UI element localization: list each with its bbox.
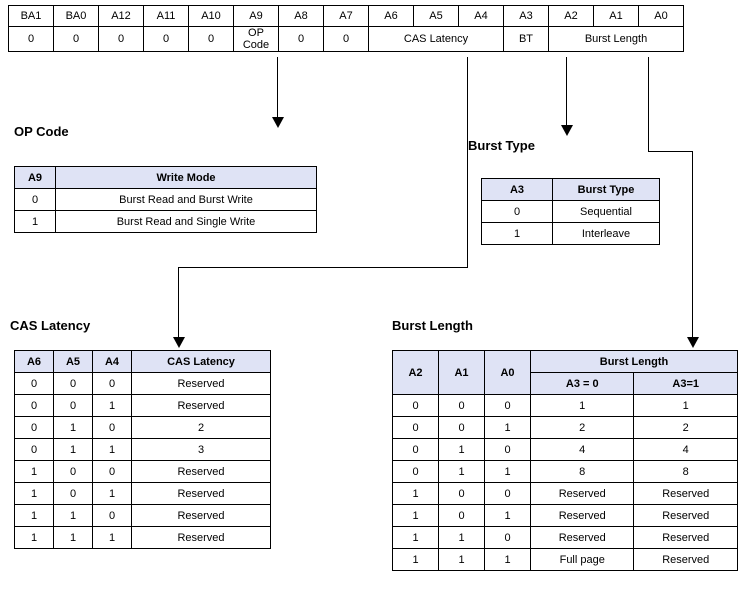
table-row: [482, 201, 660, 223]
cas-cell-a4-7: 1: [93, 527, 132, 549]
bit-label-ba0: BA0: [54, 6, 99, 27]
cas-cell-value-5: Reserved: [132, 483, 271, 505]
table-header-row: [15, 167, 317, 189]
mode-register-bit-table: [8, 5, 730, 52]
bit-label-a9: A9: [234, 6, 279, 27]
bursttype-table: [481, 178, 660, 245]
table-row: [15, 527, 271, 549]
opcode-cell-mode-1: Burst Read and Single Write: [56, 211, 317, 233]
connector-bursttype-arrow: [561, 125, 573, 136]
cas-cell-a6-0: 0: [15, 373, 54, 395]
bl-cell-seq-5: Reserved: [531, 505, 634, 527]
connector-cas-arrow: [173, 337, 185, 348]
bl-cell-seq-0: 1: [531, 395, 634, 417]
bl-cell-a1-1: 0: [439, 417, 485, 439]
bl-cell-a0-6: 0: [485, 527, 531, 549]
opcode-table: [14, 166, 317, 233]
bl-cell-a1-7: 1: [439, 549, 485, 571]
bit-label-a8: A8: [279, 6, 324, 27]
cas-latency-table: [14, 350, 271, 549]
table-row: [393, 439, 738, 461]
bl-cell-a1-6: 1: [439, 527, 485, 549]
bl-cell-a2-1: 0: [393, 417, 439, 439]
bursttype-header-type: Burst Type: [553, 179, 660, 201]
bit-label-a6: A6: [369, 6, 414, 27]
table-row: [15, 373, 271, 395]
bl-cell-int-7: Reserved: [634, 549, 738, 571]
cas-cell-value-1: Reserved: [132, 395, 271, 417]
opcode-lut: [14, 166, 317, 233]
connector-bl-vline-down: [692, 151, 693, 337]
bit-value-burst-length: Burst Length: [549, 27, 684, 52]
bit-value-opcode: OP Code: [234, 27, 279, 52]
bit-value-burst-type: BT: [504, 27, 549, 52]
opcode-cell-bit-0: 0: [15, 189, 56, 211]
connector-opcode-arrow: [272, 117, 284, 128]
bit-label-a2: A2: [549, 6, 594, 27]
bursttype-cell-type-1: Interleave: [553, 223, 660, 245]
table-row: [393, 461, 738, 483]
burst-length-lut: [392, 350, 738, 571]
bl-cell-a1-5: 0: [439, 505, 485, 527]
table-row: [15, 189, 317, 211]
bursttype-cell-bit-1: 1: [482, 223, 553, 245]
bit-label-a5: A5: [414, 6, 459, 27]
cas-cell-a6-3: 0: [15, 439, 54, 461]
bl-cell-a2-0: 0: [393, 395, 439, 417]
bl-header-a1: A1: [439, 351, 485, 395]
cas-cell-value-2: 2: [132, 417, 271, 439]
connector-bl-vline-top: [648, 57, 649, 151]
cas-cell-a5-3: 1: [54, 439, 93, 461]
bl-cell-a1-3: 1: [439, 461, 485, 483]
cas-cell-a6-2: 0: [15, 417, 54, 439]
cas-cell-value-6: Reserved: [132, 505, 271, 527]
cas-cell-a4-2: 0: [93, 417, 132, 439]
bl-cell-int-3: 8: [634, 461, 738, 483]
bit-value-ba1: 0: [9, 27, 54, 52]
bl-cell-int-2: 4: [634, 439, 738, 461]
bl-cell-a0-5: 1: [485, 505, 531, 527]
bit-label-a10: A10: [189, 6, 234, 27]
cas-cell-a5-4: 0: [54, 461, 93, 483]
bl-cell-int-5: Reserved: [634, 505, 738, 527]
table-row: [15, 211, 317, 233]
bl-cell-a1-2: 1: [439, 439, 485, 461]
bursttype-cell-type-0: Sequential: [553, 201, 660, 223]
bit-value-a11: 0: [144, 27, 189, 52]
table-row: [393, 549, 738, 571]
table-row-bit-names: [9, 6, 684, 27]
cas-cell-value-4: Reserved: [132, 461, 271, 483]
bl-cell-int-6: Reserved: [634, 527, 738, 549]
table-row: [15, 395, 271, 417]
cas-cell-a6-7: 1: [15, 527, 54, 549]
bit-label-a12: A12: [99, 6, 144, 27]
connector-cas-vline-top: [467, 57, 468, 267]
bl-cell-a0-0: 0: [485, 395, 531, 417]
table-row: [15, 461, 271, 483]
cas-cell-value-0: Reserved: [132, 373, 271, 395]
bl-cell-a2-4: 1: [393, 483, 439, 505]
connector-bursttype-line: [566, 57, 567, 125]
bl-cell-seq-4: Reserved: [531, 483, 634, 505]
cas-cell-a5-2: 1: [54, 417, 93, 439]
bit-label-a4: A4: [459, 6, 504, 27]
cas-cell-a5-6: 1: [54, 505, 93, 527]
bl-header-burst-length: Burst Length: [531, 351, 738, 373]
cas-cell-a6-1: 0: [15, 395, 54, 417]
bl-cell-a0-7: 1: [485, 549, 531, 571]
connector-cas-vline-down: [178, 267, 179, 337]
bit-value-a10: 0: [189, 27, 234, 52]
table-row: [15, 483, 271, 505]
cas-cell-a6-4: 1: [15, 461, 54, 483]
cas-header-a5: A5: [54, 351, 93, 373]
connector-bl-hline: [648, 151, 692, 152]
cas-latency-lut: [14, 350, 271, 549]
bl-cell-a1-0: 0: [439, 395, 485, 417]
bl-cell-a2-5: 1: [393, 505, 439, 527]
opcode-cell-bit-1: 1: [15, 211, 56, 233]
connector-bl-arrow: [687, 337, 699, 348]
cas-cell-a4-3: 1: [93, 439, 132, 461]
cas-cell-a6-6: 1: [15, 505, 54, 527]
bl-cell-a0-3: 1: [485, 461, 531, 483]
burst-length-table: [392, 350, 738, 571]
bursttype-lut: [481, 178, 660, 245]
bursttype-header-a3: A3: [482, 179, 553, 201]
table-header-row: [482, 179, 660, 201]
bl-header-a0: A0: [485, 351, 531, 395]
bl-cell-a0-1: 1: [485, 417, 531, 439]
cas-cell-a4-5: 1: [93, 483, 132, 505]
bit-label-a0: A0: [639, 6, 684, 27]
bit-label-ba1: BA1: [9, 6, 54, 27]
cas-header-a6: A6: [15, 351, 54, 373]
bursttype-cell-bit-0: 0: [482, 201, 553, 223]
cas-cell-a4-1: 1: [93, 395, 132, 417]
cas-cell-a5-1: 0: [54, 395, 93, 417]
opcode-header-write-mode: Write Mode: [56, 167, 317, 189]
bit-label-a3: A3: [504, 6, 549, 27]
burstlength-section-title: Burst Length: [392, 318, 473, 333]
bl-cell-int-0: 1: [634, 395, 738, 417]
opcode-header-a9: A9: [15, 167, 56, 189]
cas-cell-a4-0: 0: [93, 373, 132, 395]
table-row: [15, 417, 271, 439]
cas-cell-a5-5: 0: [54, 483, 93, 505]
table-row: [15, 439, 271, 461]
table-row: [393, 483, 738, 505]
bl-cell-a2-6: 1: [393, 527, 439, 549]
bl-cell-seq-6: Reserved: [531, 527, 634, 549]
bl-cell-seq-3: 8: [531, 461, 634, 483]
bl-header-a2: A2: [393, 351, 439, 395]
table-row: [393, 395, 738, 417]
cas-cell-a6-5: 1: [15, 483, 54, 505]
table-header-row: [15, 351, 271, 373]
table-header-row-top: [393, 351, 738, 373]
cas-cell-value-3: 3: [132, 439, 271, 461]
bit-value-cas-latency: CAS Latency: [369, 27, 504, 52]
table-row: [15, 505, 271, 527]
connector-cas-hline: [178, 267, 468, 268]
bl-header-a3-1: A3=1: [634, 373, 738, 395]
bl-cell-a0-2: 0: [485, 439, 531, 461]
bl-cell-int-1: 2: [634, 417, 738, 439]
bit-value-ba0: 0: [54, 27, 99, 52]
bl-cell-seq-2: 4: [531, 439, 634, 461]
bl-cell-a2-7: 1: [393, 549, 439, 571]
bit-value-a12: 0: [99, 27, 144, 52]
cas-cell-a4-4: 0: [93, 461, 132, 483]
connector-opcode-line: [277, 57, 278, 117]
cas-header-latency: CAS Latency: [132, 351, 271, 373]
bl-cell-int-4: Reserved: [634, 483, 738, 505]
table-row: [393, 417, 738, 439]
bl-cell-a1-4: 0: [439, 483, 485, 505]
bit-value-a7: 0: [324, 27, 369, 52]
table-row-bit-values: [9, 27, 684, 52]
bl-header-a3-0: A3 = 0: [531, 373, 634, 395]
bit-label-a11: A11: [144, 6, 189, 27]
cas-cell-value-7: Reserved: [132, 527, 271, 549]
opcode-cell-mode-0: Burst Read and Burst Write: [56, 189, 317, 211]
bit-label-a1: A1: [594, 6, 639, 27]
cas-header-a4: A4: [93, 351, 132, 373]
cas-cell-a5-7: 1: [54, 527, 93, 549]
bl-cell-seq-7: Full page: [531, 549, 634, 571]
bl-cell-a2-3: 0: [393, 461, 439, 483]
bit-label-a7: A7: [324, 6, 369, 27]
cas-section-title: CAS Latency: [10, 318, 91, 333]
opcode-section-title: OP Code: [14, 124, 69, 139]
cas-cell-a5-0: 0: [54, 373, 93, 395]
table-row: [482, 223, 660, 245]
table-row: [393, 505, 738, 527]
bit-value-a8: 0: [279, 27, 324, 52]
bl-cell-a2-2: 0: [393, 439, 439, 461]
bl-cell-seq-1: 2: [531, 417, 634, 439]
bursttype-section-title: Burst Type: [468, 138, 535, 153]
bit-table-grid: [8, 5, 684, 52]
cas-cell-a4-6: 0: [93, 505, 132, 527]
table-row: [393, 527, 738, 549]
bl-cell-a0-4: 0: [485, 483, 531, 505]
